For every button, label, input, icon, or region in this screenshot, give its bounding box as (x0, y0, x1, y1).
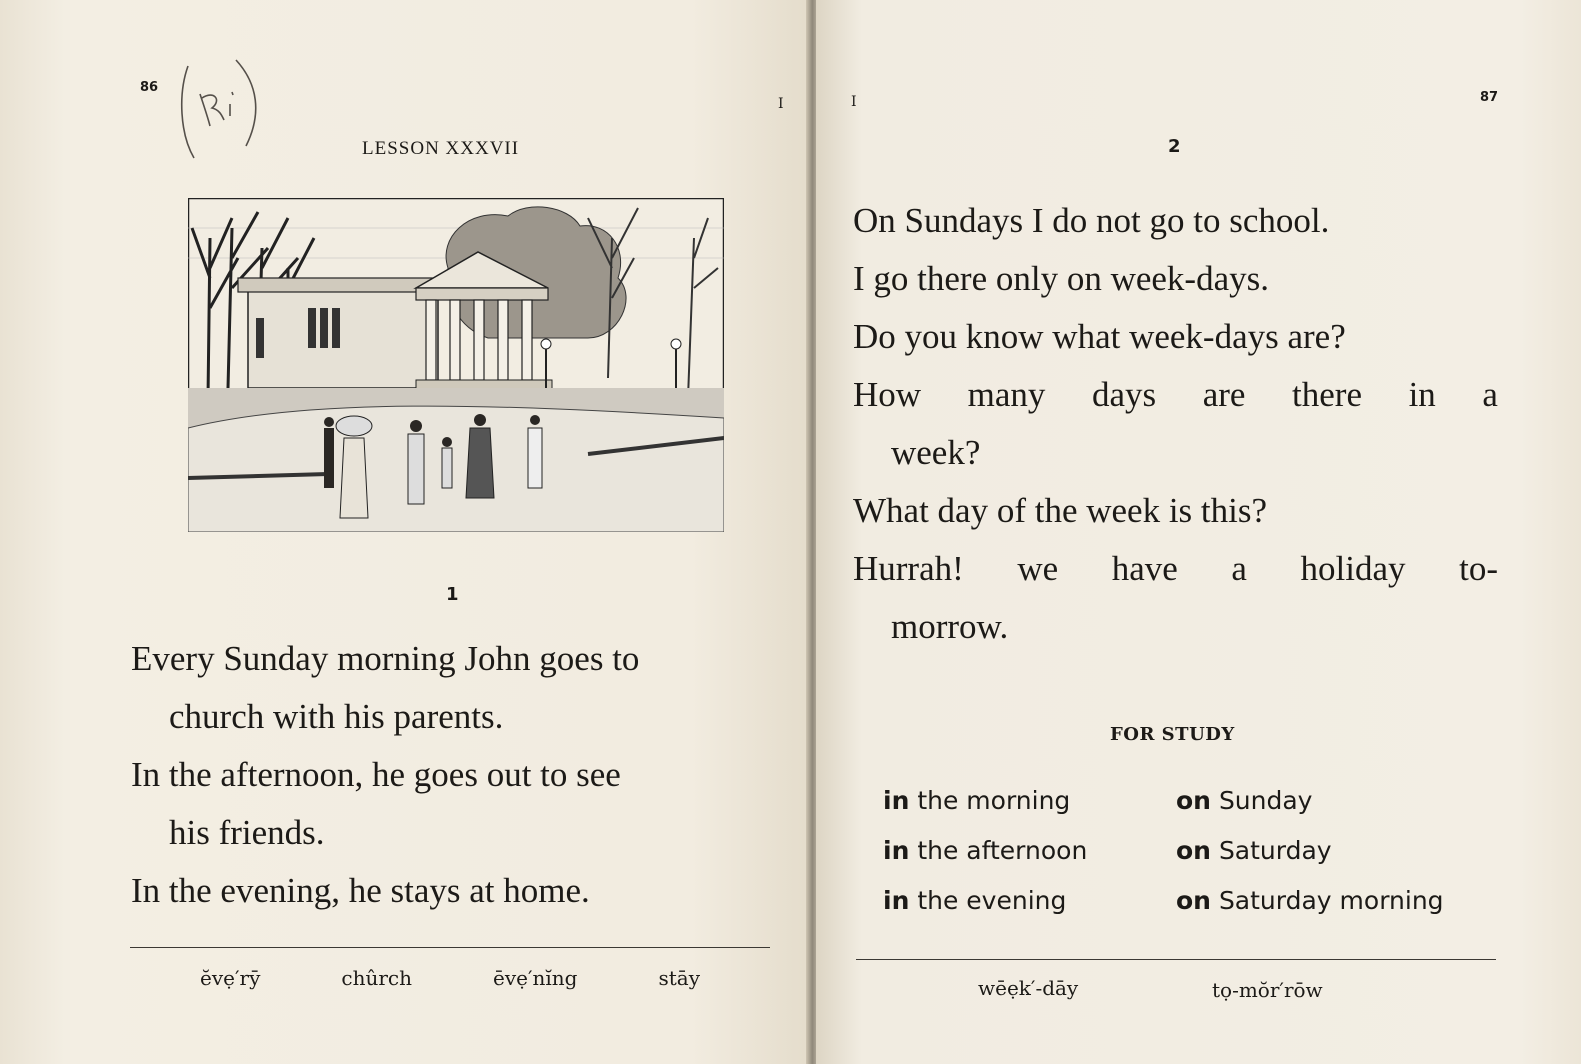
reading-line: What day of the week is this? (853, 491, 1268, 530)
reading-line: morrow. (891, 607, 1009, 646)
word: a (1231, 549, 1247, 588)
reading-line-justified (853, 540, 1498, 598)
study-text: Saturday (1218, 836, 1332, 865)
reading-line-justified (853, 366, 1498, 424)
vocab-word: tọ-mŏr′rōw (1212, 978, 1323, 1002)
reading-line: On Sundays I do not go to school. (853, 201, 1330, 240)
page-number-left: 86 (140, 80, 159, 95)
study-row (883, 886, 1503, 936)
word: are (1202, 375, 1246, 414)
vocab-word: stāy (658, 966, 700, 990)
page-number-right: 87 (1480, 90, 1499, 105)
study-text: the morning (917, 786, 1071, 815)
reading-line: Do you know what week-days are? (853, 317, 1346, 356)
vocab-word: chûrch (341, 966, 412, 990)
study-text: Saturday morning (1218, 886, 1444, 915)
church-building-illustration (188, 198, 724, 532)
word: How (853, 375, 922, 414)
study-text: Sunday (1218, 786, 1313, 815)
word: many (967, 375, 1046, 414)
divider-rule-left (130, 947, 770, 948)
vocab-word: wēẹk′-dāy (978, 976, 1079, 1000)
pencil-scribble-mark (174, 54, 266, 164)
word: in (1408, 375, 1436, 414)
study-bold: in (883, 886, 910, 915)
reading-line: I go there only on week-days. (853, 259, 1269, 298)
reading-text-left (131, 630, 775, 920)
word: holiday (1300, 549, 1406, 588)
study-text: the afternoon (917, 836, 1088, 865)
word: we (1017, 549, 1059, 588)
word: have (1111, 549, 1178, 588)
word: days (1091, 375, 1157, 414)
for-study-table (883, 786, 1503, 936)
for-study-heading: FOR STUDY (1110, 724, 1235, 745)
lesson-title: LESSON XXXVII (362, 138, 520, 159)
reading-line: church with his parents. (169, 697, 504, 736)
section-number-2: 2 (1168, 136, 1181, 157)
study-bold: in (883, 786, 910, 815)
vocab-word: ēvẹ′nĭng (492, 966, 578, 990)
vocabulary-left (200, 966, 700, 990)
study-bold: in (883, 836, 910, 865)
reading-line: week? (891, 433, 981, 472)
word: there (1292, 375, 1362, 414)
reading-line: In the evening, he stays at home. (131, 871, 590, 910)
section-number-1: 1 (446, 584, 459, 605)
right-page (816, 0, 1581, 1064)
reading-text-right (853, 192, 1498, 656)
corner-mark-right: I (851, 94, 857, 110)
study-row (883, 836, 1503, 886)
reading-line: In the afternoon, he goes out to see (131, 755, 621, 794)
study-bold: on (1176, 836, 1211, 865)
vocab-word: ĕvẹ′rȳ (200, 966, 261, 990)
divider-rule-right (856, 959, 1496, 960)
word: to- (1459, 549, 1498, 588)
study-row (883, 786, 1503, 836)
corner-mark-left: I (778, 96, 784, 112)
word: a (1482, 375, 1498, 414)
reading-line: Every Sunday morning John goes to (131, 639, 640, 678)
study-bold: on (1176, 786, 1211, 815)
study-text: the evening (917, 886, 1067, 915)
reading-line: his friends. (169, 813, 325, 852)
study-bold: on (1176, 886, 1211, 915)
word: Hurrah! (853, 549, 964, 588)
